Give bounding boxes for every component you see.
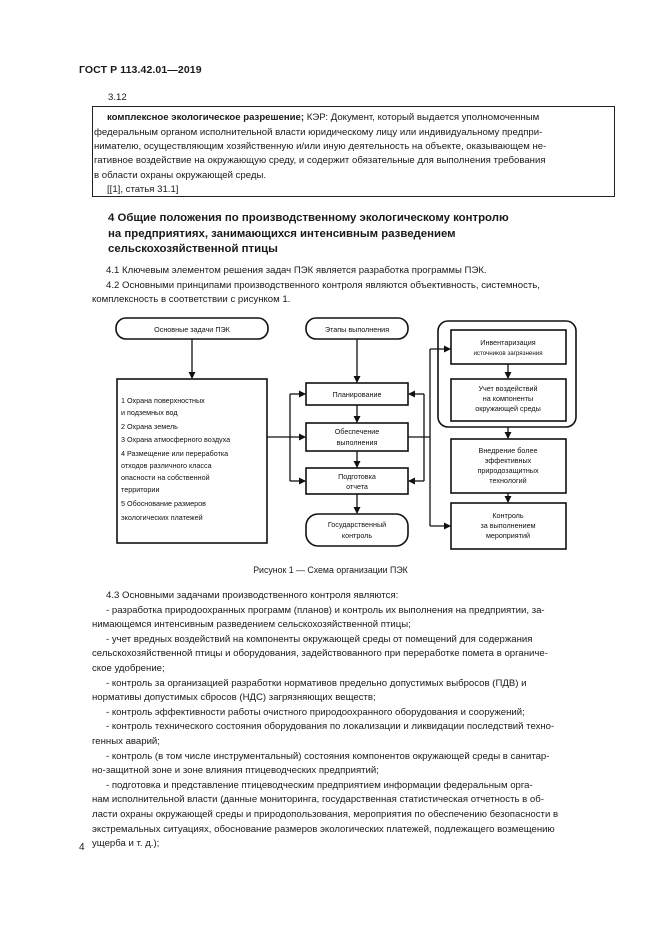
section-title: [108, 211, 608, 258]
stage-state-label: Государственный: [327, 520, 387, 529]
task-item-line: ущерба и т. д.);: [92, 838, 160, 850]
stage-report-label: Подготовка: [338, 472, 376, 481]
task-item: [92, 633, 615, 677]
task-item-line: генных аварий;: [92, 735, 160, 747]
task-line: 2 Охрана земель: [121, 422, 178, 431]
task-item: [92, 604, 615, 633]
task-line: отходов различного класса: [121, 461, 212, 470]
figure-pek-scheme: [90, 313, 590, 553]
task-line: 5 Обоснование размеров: [121, 499, 206, 508]
definition-first-line: [107, 111, 539, 125]
pek-scheme-diagram: [90, 313, 590, 553]
control-label: Контроль: [492, 511, 524, 520]
figure-caption: Рисунок 1 — Схема организации ПЭК: [253, 565, 408, 575]
task-line: 1 Охрана поверхностных: [121, 396, 205, 405]
task-item-line: но-защитной зоне и зоне влияния птицеводческих предприятий;: [92, 765, 379, 777]
tech-label: природозащитных: [477, 466, 539, 475]
definition-number: 3.12: [108, 92, 127, 103]
task-line: 4 Размещение или переработка: [121, 449, 229, 458]
paragraph-4-2: [92, 279, 615, 308]
task-item-line: - контроль технического состояния оборудования по локализации и ликвидации последствий техно-: [106, 721, 555, 733]
impacts-label: на компоненты: [482, 394, 534, 403]
paragraph-4-2-line: 4.2 Основными принципами производственного контроля являются объективность, системность,: [106, 280, 540, 291]
task-item: [92, 750, 615, 779]
definition-text-start: КЭР: Документ, который выдается уполномоченным: [304, 112, 540, 123]
definition-line: в области охраны окружающей среды.: [94, 169, 267, 181]
task-line: и подземных вод: [121, 408, 178, 417]
definition-term: комплексное экологическое разрешение;: [107, 112, 305, 123]
stage-planning-label: Планирование: [332, 390, 382, 399]
control-label: мероприятий: [485, 531, 531, 540]
paragraph-4-2-line: комплексность в соответствии с рисунком 1.: [92, 294, 291, 306]
task-item: [92, 720, 615, 749]
task-item-line: экстремальных ситуациях, обоснование размеров экологических платежей, подлежащего возмещению: [92, 823, 555, 835]
task-item-line: - учет вредных воздействий на компоненты окружающей среды от помещений для содержания: [106, 633, 533, 645]
task-line: территории: [121, 485, 160, 494]
tech-label: технологий: [489, 476, 527, 485]
definition-box: [92, 106, 615, 197]
section-title-line: на предприятиях, занимающихся интенсивным разведением: [108, 227, 456, 240]
stage-support-label: Обеспечение: [334, 427, 380, 436]
inventory-label: источников загрязнения: [473, 350, 543, 357]
tech-label: эффективных: [484, 456, 532, 465]
stage-state-label: контроль: [341, 531, 373, 540]
impacts-label: Учет воздействий: [478, 384, 538, 393]
task-item-line: - подготовка и представление птицеводческим предприятием информации федеральным орга-: [106, 779, 533, 791]
section-title-line: сельскохозяйственной птицы: [108, 243, 278, 255]
definition-line: нимателю, осуществляющим хозяйственную и/или иную деятельность на объекте, оказывающем не-: [94, 140, 547, 152]
task-item: [92, 779, 615, 852]
paragraph-4-1-text: 4.1 Ключевым элементом решения задач ПЭК является разработка программы ПЭК.: [106, 265, 487, 276]
task-item-line: ское удобрение;: [92, 662, 165, 674]
paragraph-4-3: [92, 589, 615, 852]
inventory-label: Инвентаризация: [480, 338, 536, 347]
task-line: экологических платежей: [121, 513, 203, 522]
task-item-line: нам исполнительной власти (данные мониторинга, государственная статистическая отчетность в об-: [92, 794, 544, 806]
task-item-line: - разработка природоохранных программ (планов) и контроль их выполнения на предприятии, за-: [106, 604, 545, 616]
task-line: 3 Охрана атмосферного воздуха: [121, 435, 231, 444]
task-item: [92, 706, 615, 721]
section-title-line: 4 Общие положения по производственному экологическому контролю: [108, 212, 509, 224]
task-item-line: нормативы допустимых сбросов (НДС) загрязняющих веществ;: [92, 692, 376, 704]
stages-header-label: Этапы выполнения: [324, 325, 390, 334]
inventory-box: [451, 330, 566, 364]
task-item-line: нимающемся интенсивным разведением сельскохозяйственной птицы;: [92, 619, 411, 631]
task-item-line: - контроль (в том числе инструментальный) состояния компонентов окружающей среды в санитар-: [106, 750, 550, 762]
task-item: [92, 677, 615, 706]
task-item-line: ласти охраны окружающей среды и природопользования, мероприятия по обеспечению безопасности в: [92, 808, 559, 820]
definition-source: [[1], статья 31.1]: [107, 184, 179, 196]
document-header: ГОСТ Р 113.42.01—2019: [79, 64, 202, 76]
stage-report-label: отчета: [346, 482, 368, 491]
task-item-line: сельскохозяйственной птицы и оборудования, задействованного при переработке помета в органиче-: [92, 648, 548, 660]
definition-line: гативное воздействие на окружающую среду, и содержит обязательные для выполнения требования: [94, 155, 546, 167]
control-label: за выполнением: [480, 521, 536, 530]
task-item-line: - контроль за организацией разработки нормативов предельно допустимых выбросов (ПДВ) и: [106, 677, 527, 689]
definition-line: федеральным органом исполнительной власти юридическому лицу или индивидуальному предпри-: [94, 126, 543, 138]
paragraph-4-1: [92, 264, 487, 278]
paragraph-4-3-intro: 4.3 Основными задачами производственного контроля являются:: [106, 590, 399, 601]
stage-state-box: [306, 514, 408, 546]
tech-label: Внедрение более: [478, 446, 538, 455]
task-line: опасности на собственной: [121, 473, 210, 482]
stage-support-label: выполнения: [336, 438, 378, 447]
impacts-label: окружающей среды: [475, 404, 541, 413]
page-number: 4: [79, 842, 85, 853]
task-item-line: - контроль эффективности работы очистного природоохранного оборудования и сооружений;: [106, 706, 525, 718]
tasks-header-label: Основные задачи ПЭК: [154, 325, 230, 334]
